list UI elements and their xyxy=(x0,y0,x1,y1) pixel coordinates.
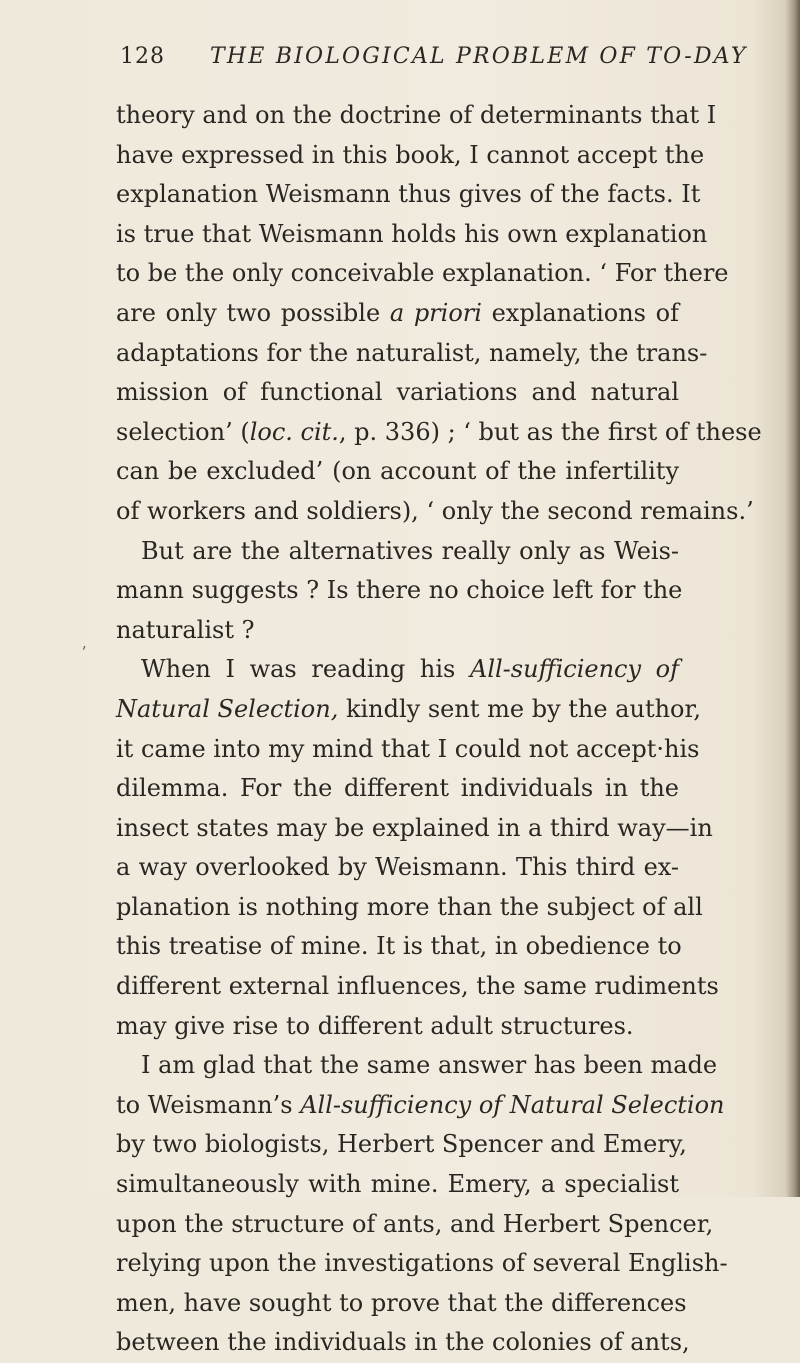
text-line xyxy=(116,413,762,453)
text-line: to be the only conceivable explanation. ‘ For there xyxy=(116,259,729,288)
text-line: between the individuals in the colonies of ants, xyxy=(116,1328,690,1357)
italic-term: a priori xyxy=(389,298,482,327)
text-line: planation is nothing more than the subject of all xyxy=(116,892,703,921)
text-line: different external influences, the same rudiments xyxy=(116,972,719,1001)
body-text xyxy=(116,96,762,1363)
page-edge-shadow xyxy=(786,0,800,1197)
citation-italic: loc. cit. xyxy=(249,417,339,446)
text-line xyxy=(116,294,679,334)
text-line: upon the structure of ants, and Herbert Spencer, xyxy=(116,1209,714,1238)
text-line: simultaneously with mine. Emery, a specialist xyxy=(116,1170,679,1199)
text-line: insect states may be explained in a third way—in xyxy=(116,813,713,842)
text-line xyxy=(116,1086,725,1126)
page-header xyxy=(120,44,748,76)
text-line: men, have sought to prove that the differences xyxy=(116,1288,687,1317)
text-fragment: selection’ ( xyxy=(116,417,250,446)
text-line: of workers and soldiers), ‘ only the second remains.’ xyxy=(116,496,754,525)
text-line: theory and on the doctrine of determinants that I xyxy=(116,101,717,129)
text-line: mann suggests ? Is there no choice left for the xyxy=(116,576,683,605)
text-line xyxy=(116,650,679,690)
text-line: by two biologists, Herbert Spencer and Emery, xyxy=(116,1130,687,1159)
book-title-italic: All-sufficiency of Natural Selection xyxy=(300,1090,725,1119)
stray-mark: ʼ xyxy=(81,643,87,662)
page-number: 128 xyxy=(120,44,165,69)
text-line: adaptations for the naturalist, namely, the trans- xyxy=(116,338,708,367)
text-line: I am glad that the same answer has been made xyxy=(141,1051,718,1080)
text-line: naturalist ? xyxy=(116,615,255,644)
text-fragment: to Weismann’s xyxy=(116,1090,301,1119)
text-fragment: explanations of xyxy=(481,298,679,327)
text-line: But are the alternatives really only as Weis- xyxy=(141,536,679,565)
text-line: this treatise of mine. It is that, in obedience to xyxy=(116,932,682,961)
text-line: is true that Weismann holds his own explanation xyxy=(116,219,708,248)
text-line: may give rise to different adult structures. xyxy=(116,1011,634,1040)
text-line: dilemma. For the different individuals in the xyxy=(116,774,679,803)
running-title: THE BIOLOGICAL PROBLEM OF TO-DAY xyxy=(210,44,748,69)
text-fragment: are only two possible xyxy=(116,298,390,327)
text-line: a way overlooked by Weismann. This third ex- xyxy=(116,853,679,882)
text-line: relying upon the investigations of several English- xyxy=(116,1249,728,1278)
text-line: have expressed in this book, I cannot accept the xyxy=(116,140,705,169)
text-fragment: kindly sent me by the author, xyxy=(338,694,701,723)
text-line: it came into my mind that I could not accept·his xyxy=(116,734,700,763)
book-title-italic: All-sufficiency of xyxy=(470,655,680,684)
text-fragment: , p. 336) ; ‘ but as the first of these xyxy=(338,417,762,446)
book-title-italic: Natural Selection, xyxy=(116,694,339,723)
text-fragment: When I was reading his xyxy=(141,655,470,684)
text-line: can be excluded’ (on account of the infertility xyxy=(116,457,679,486)
text-line: mission of functional variations and natural xyxy=(116,378,679,407)
text-line xyxy=(116,690,701,730)
text-line: explanation Weismann thus gives of the facts. It xyxy=(116,180,701,209)
